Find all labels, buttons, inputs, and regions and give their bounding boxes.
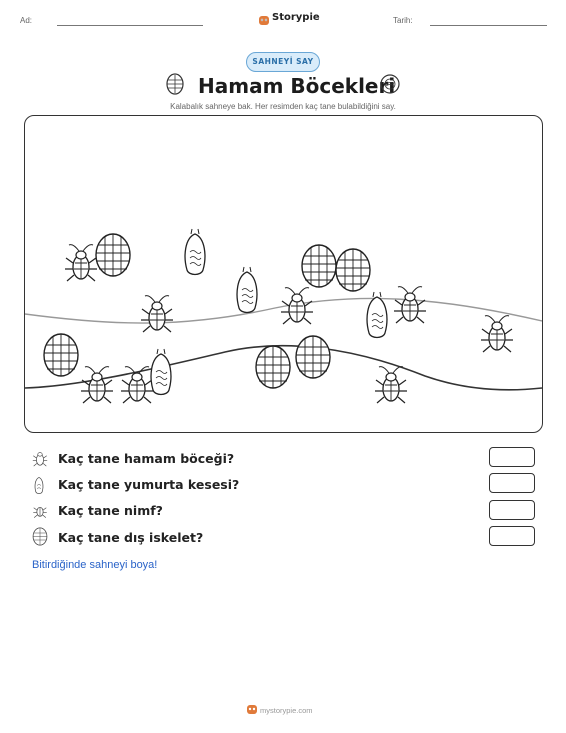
exoskeleton-6	[296, 336, 330, 378]
cockroach-6	[81, 367, 113, 403]
brand-mascot-icon	[258, 14, 270, 26]
cockroach-4	[394, 287, 426, 323]
exoskeleton-1	[96, 234, 130, 276]
exoskeleton-3	[336, 249, 370, 291]
egg-case-1	[185, 229, 205, 275]
cockroach-5	[481, 316, 513, 352]
egg-case-4	[151, 349, 171, 395]
cockroach-8	[375, 367, 407, 403]
counting-scene	[24, 115, 543, 433]
question-cockroach: Kaç tane hamam böceği?	[58, 451, 235, 466]
activity-badge: SAHNEYİ SAY	[246, 52, 320, 72]
exoskeleton-icon	[32, 527, 48, 546]
egg-case-2	[237, 267, 257, 313]
answer-box-nymph[interactable]	[489, 500, 535, 520]
answer-box-cockroach[interactable]	[489, 447, 535, 467]
brand-name: Storypie	[272, 12, 320, 23]
instructions: Kalabalık sahneye bak. Her resimden kaç tane bulabildiğini say.	[170, 102, 396, 111]
page-title: Hamam Böcekleri	[198, 74, 396, 98]
date-line[interactable]	[430, 25, 547, 26]
name-label: Ad:	[20, 16, 33, 25]
cockroach-1	[65, 245, 97, 281]
footer-url[interactable]: mystorypie.com	[260, 706, 313, 715]
exoskeleton-4	[44, 334, 78, 376]
coloring-hint: Bitirdiğinde sahneyi boya!	[32, 559, 158, 571]
egg-case-title-icon	[378, 72, 402, 96]
nymph-icon	[32, 501, 48, 519]
exoskeleton-2	[302, 245, 336, 287]
question-exoskeleton: Kaç tane dış iskelet?	[58, 530, 204, 545]
question-nymph: Kaç tane nimf?	[58, 503, 163, 518]
cockroach-2	[141, 296, 173, 332]
question-egg-case: Kaç tane yumurta kesesi?	[58, 477, 240, 492]
exoskeleton-5	[256, 346, 290, 388]
answer-box-egg-case[interactable]	[489, 473, 535, 493]
name-line[interactable]	[57, 25, 203, 26]
answer-box-exoskeleton[interactable]	[489, 526, 535, 546]
date-label: Tarih:	[393, 16, 413, 25]
scene-illustration	[25, 116, 542, 432]
footer-mascot-icon	[246, 703, 258, 715]
brand-logo	[258, 11, 270, 30]
exoskeleton-title-icon	[165, 72, 185, 96]
cockroach-icon	[32, 449, 48, 467]
egg-case-icon	[32, 475, 46, 495]
